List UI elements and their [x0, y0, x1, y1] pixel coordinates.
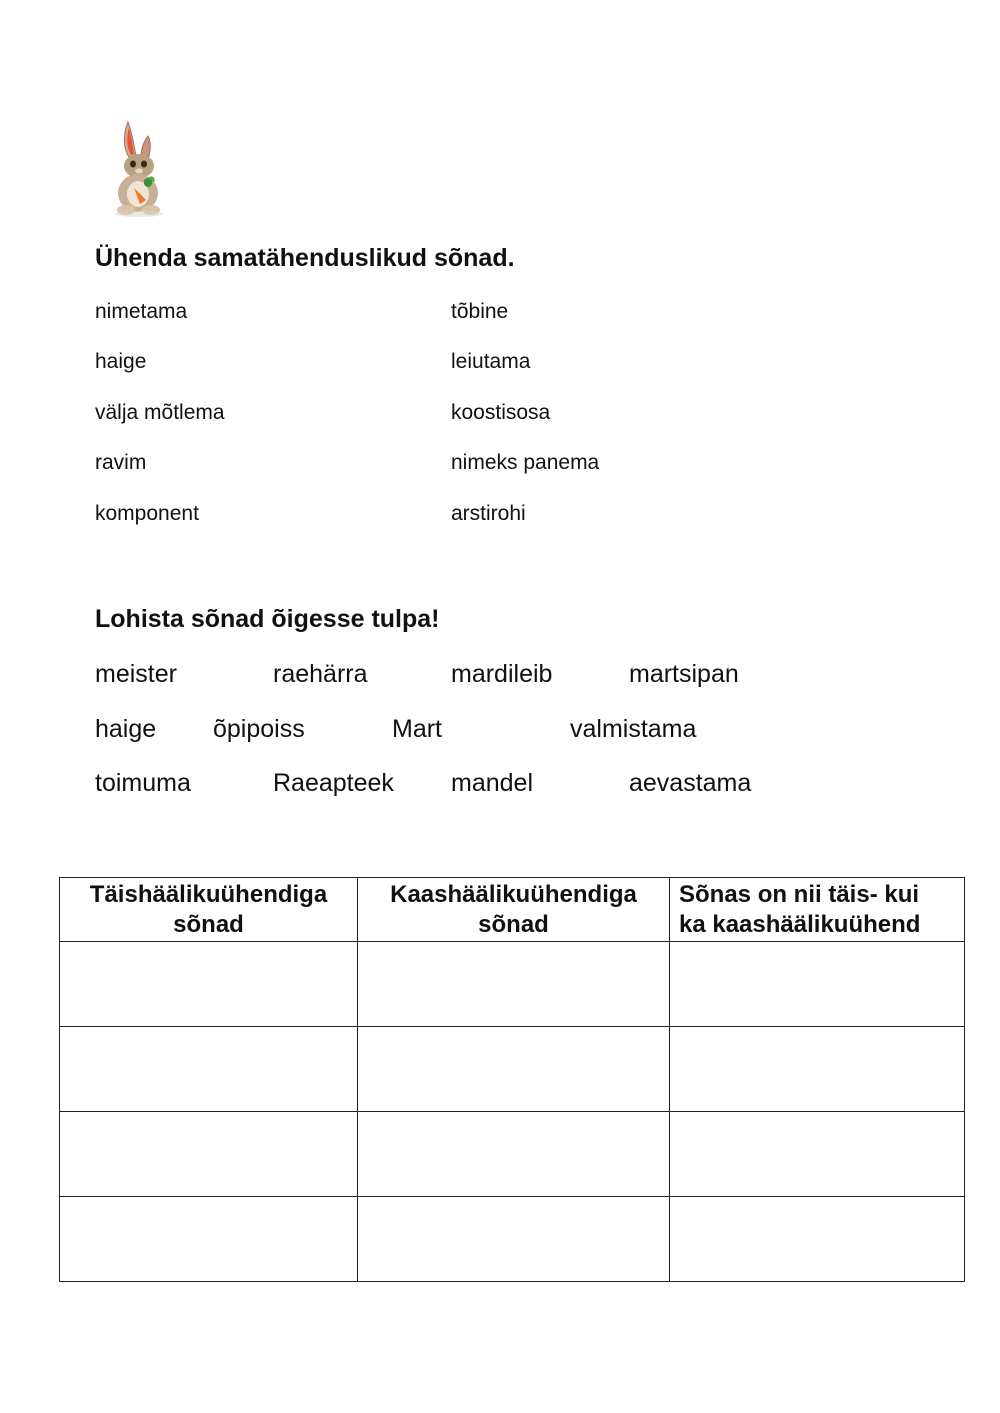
draggable-word[interactable]: Mart	[392, 715, 442, 743]
draggable-word[interactable]: meister	[95, 660, 177, 688]
drop-zone-both[interactable]	[670, 1112, 965, 1197]
match-left-word[interactable]: välja mõtlema	[95, 401, 225, 424]
table-row	[60, 1197, 965, 1282]
match-left-word[interactable]: komponent	[95, 502, 199, 525]
drop-zone-consonant[interactable]	[358, 1027, 670, 1112]
drop-zone-consonant[interactable]	[358, 1112, 670, 1197]
draggable-word[interactable]: martsipan	[629, 660, 739, 688]
matching-exercise-title: Ühenda samatähenduslikud sõnad.	[95, 244, 515, 272]
match-right-word[interactable]: nimeks panema	[451, 451, 600, 474]
table-row	[60, 1112, 965, 1197]
match-left-word[interactable]: ravim	[95, 451, 147, 474]
drop-zone-vowel[interactable]	[60, 1197, 358, 1282]
drop-zone-both[interactable]	[670, 942, 965, 1027]
match-right-word[interactable]: tõbine	[451, 300, 509, 323]
draggable-word[interactable]: mandel	[451, 769, 533, 797]
table-row	[60, 1027, 965, 1112]
match-right-word[interactable]: koostisosa	[451, 401, 551, 424]
draggable-word[interactable]: raehärra	[273, 660, 368, 688]
match-right-word[interactable]: leiutama	[451, 350, 531, 373]
column-header-vowel-cluster: Täishäälikuühendiga sõnad	[60, 878, 358, 942]
table-header-row	[60, 878, 965, 942]
drop-zone-vowel[interactable]	[60, 1027, 358, 1112]
drop-zone-consonant[interactable]	[358, 1197, 670, 1282]
draggable-word[interactable]: õpipoiss	[213, 715, 305, 743]
drop-zone-both[interactable]	[670, 1197, 965, 1282]
drop-zone-vowel[interactable]	[60, 1112, 358, 1197]
draggable-word[interactable]: aevastama	[629, 769, 752, 797]
sorting-exercise-title: Lohista sõnad õigesse tulpa!	[95, 605, 440, 633]
match-left-word[interactable]: nimetama	[95, 300, 188, 323]
match-right-word[interactable]: arstirohi	[451, 502, 526, 525]
draggable-word[interactable]: mardileib	[451, 660, 553, 688]
sorting-table	[59, 877, 965, 1282]
match-left-word[interactable]: haige	[95, 350, 147, 373]
drop-zone-consonant[interactable]	[358, 942, 670, 1027]
bunny-figurine-image	[104, 118, 174, 218]
drop-zone-both[interactable]	[670, 1027, 965, 1112]
draggable-word[interactable]: haige	[95, 715, 157, 743]
drop-zone-vowel[interactable]	[60, 942, 358, 1027]
draggable-word[interactable]: valmistama	[570, 715, 697, 743]
draggable-word[interactable]: Raeapteek	[273, 769, 394, 797]
draggable-word[interactable]: toimuma	[95, 769, 191, 797]
column-header-consonant-cluster: Kaashäälikuühendiga sõnad	[358, 878, 670, 942]
table-row	[60, 942, 965, 1027]
column-header-both-clusters: Sõnas on nii täis- kui ka kaashäälikuühend	[670, 878, 965, 942]
